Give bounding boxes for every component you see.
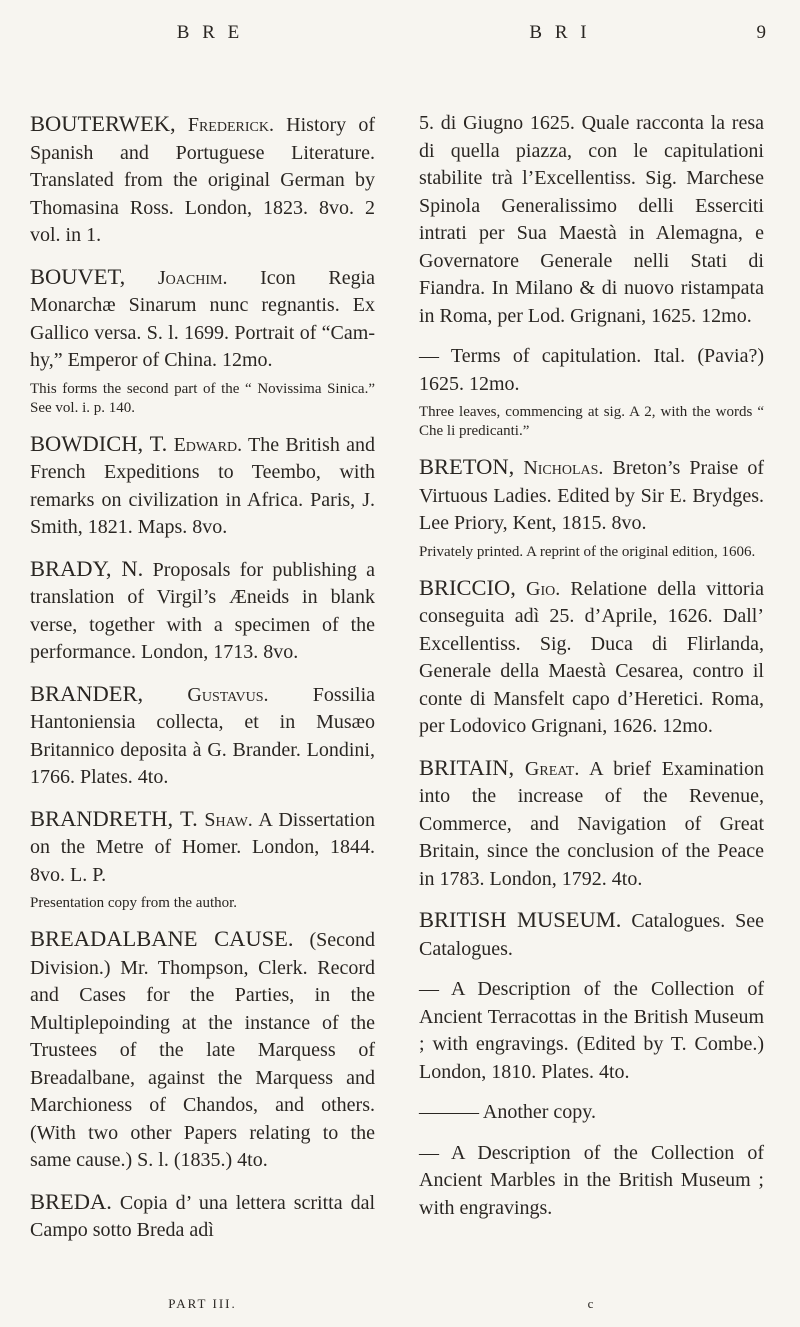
signature-mark: PART III. [168, 1296, 237, 1311]
entry-forename: Gio. [526, 577, 561, 600]
entry-text: — A Description of the Collection of Ancient Terracottas in the British Museum ; with engravings. (Edited by T. Combe.) London, 1810. Plates. 4to. [419, 978, 764, 1083]
entry-text: Catalogues. See Catalogues. [419, 910, 764, 960]
catalogue-entry [30, 555, 375, 667]
left-column [30, 110, 375, 1258]
entry-text: 5. di Giugno 1625. Quale racconta la resa di quella piazza, con le capitulationi stabilite trà l’Excellentiss. Sig. Marchese Spinola Generalissimo delli Esserciti intrati per Sua Maestà in Alemagna, e Governatore Generale nelli Stati di Fiandra. In Milano & di nuovo ristampata in Roma, per Lod. Grignani, 1625. 12mo. [419, 112, 764, 327]
entry-heading: BRANDER, [30, 680, 144, 706]
entry-heading: BRITISH MUSEUM. [419, 907, 622, 932]
entry-text: ——— Another copy. [419, 1101, 597, 1123]
catalogue-entry [30, 680, 375, 792]
entry-forename: Frederick. [187, 114, 274, 136]
catalogue-entry [419, 976, 764, 1086]
entry-heading: BOUVET, [30, 263, 126, 289]
entry-text: A brief Examination into the increase of the Revenue, Commerce, and Navigation of Great Britain, since the conclusion of the Peace in 1783. London, 1792. 4to. [419, 757, 765, 890]
gathering-mark: c [587, 1296, 596, 1311]
entry-text: The British and French Expeditions to Teembo, with remarks on civilization in Africa. Paris, J. Smith, 1821. Maps. 8vo. [30, 433, 375, 538]
catalogue-entry [30, 430, 375, 542]
running-head-right: B R I [529, 22, 591, 43]
entry-heading: BREDA. [30, 1188, 112, 1214]
entry-forename: Great. [524, 757, 580, 780]
note-text: This forms the second part of the “ Novissima Sinica.” See vol. i. p. 140. [30, 380, 375, 416]
catalogue-entry [419, 906, 764, 963]
entry-text: Breton’s Praise of Virtuous Ladies. Edited by Sir E. Brydges. Lee Priory, Kent, 1815. 8vo. [419, 457, 765, 534]
catalogue-entry [30, 110, 375, 250]
catalogue-entry [30, 1188, 375, 1245]
entry-forename: Nicholas. [523, 457, 604, 479]
entry-heading: BOUTERWEK, [30, 111, 176, 136]
catalogue-entry [30, 925, 375, 1175]
running-head [30, 22, 770, 52]
catalogue-entry [30, 263, 375, 375]
entry-heading: BRETON, [419, 454, 515, 479]
note-text: Three leaves, commencing at sig. A 2, with the words “ Che li predicanti.” [419, 404, 764, 439]
entry-text: Icon Regia Monarchæ Sinarum nunc regnantis. Ex Gallico versa. S. l. 1699. Portrait of “Cam-hy,” Emperor of China. 12mo. [30, 266, 376, 371]
entry-forename: Edward. [173, 433, 243, 456]
note-text: Privately printed. A reprint of the original edition, 1606. [419, 543, 756, 560]
entry-text: (Second Division.) Mr. Thompson, Clerk. Record and Cases for the Parties, in the Multiplepoinding at the instance of the Trustees of the late Marquess of Breadalbane, against the Marquess and Marchioness of Chandos, and others. (With two other Papers relating to the same cause.) S. l. (1835.) 4to. [30, 929, 375, 1171]
catalogue-entry [419, 574, 764, 741]
running-head-left: B R E [176, 22, 244, 43]
entry-text: Fossilia Hantoniensia collecta, et in Musæo Britannico deposita à G. Brander. Londini, 1766. Plates. 4to. [30, 683, 376, 788]
catalogue-entry [419, 1140, 764, 1223]
catalogue-note [30, 894, 375, 913]
catalogue-entry [419, 1099, 764, 1127]
entry-heading: BRICCIO, [419, 574, 516, 600]
entry-heading: BOWDICH, T. [30, 430, 168, 456]
entry-forename: Joachim. [157, 266, 228, 289]
entry-text: A Dissertation on the Metre of Homer. London, 1844. 8vo. L. P. [30, 808, 375, 886]
entry-text: Copia d’ una lettera scritta dal Campo sotto Breda adì [30, 1191, 376, 1241]
right-column [419, 110, 764, 1235]
entry-text: History of Spanish and Portuguese Literature. Translated from the original German by Thomasina Ross. London, 1823. 8vo. 2 vol. in 1. [30, 114, 376, 246]
catalogue-note [30, 380, 375, 418]
catalogue-entry [419, 453, 764, 538]
entry-text: — A Description of the Collection of Ancient Marbles in the British Museum ; with engravings. [419, 1141, 764, 1219]
catalogue-entry [419, 110, 764, 330]
entry-heading: BRANDRETH, T. [30, 805, 198, 831]
entry-forename: Gustavus. [187, 683, 269, 706]
entry-heading: BREADALBANE CAUSE. [30, 926, 294, 951]
entry-heading: BRITAIN, [419, 754, 515, 780]
catalogue-entry [419, 754, 764, 894]
note-text: Presentation copy from the author. [30, 895, 238, 911]
entry-forename: Shaw. [204, 808, 253, 831]
catalogue-note [419, 543, 764, 562]
entry-heading: BRADY, N. [30, 555, 144, 581]
catalogue-entry [30, 805, 375, 890]
entry-text: — Terms of capitulation. Ital. (Pavia?) 1625. 12mo. [419, 345, 764, 395]
catalogue-note [419, 403, 764, 441]
catalogue-entry [419, 343, 764, 398]
entry-text: Proposals for publishing a translation of Virgil’s Æneids in blank verse, together with a specimen of the performance. London, 1713. 8vo. [30, 558, 376, 663]
page-number: 9 [756, 22, 770, 43]
entry-text: Relatione della vittoria conseguita adì 25. d’Aprile, 1626. Dall’ Excellentiss. Sig. Duca di Flirlanda, Generale della Maestà Cesarea, contro il conte di Mansfelt capo d’Heretici. Roma, per Lodovico Grignani, 1626. 12mo. [419, 577, 764, 737]
